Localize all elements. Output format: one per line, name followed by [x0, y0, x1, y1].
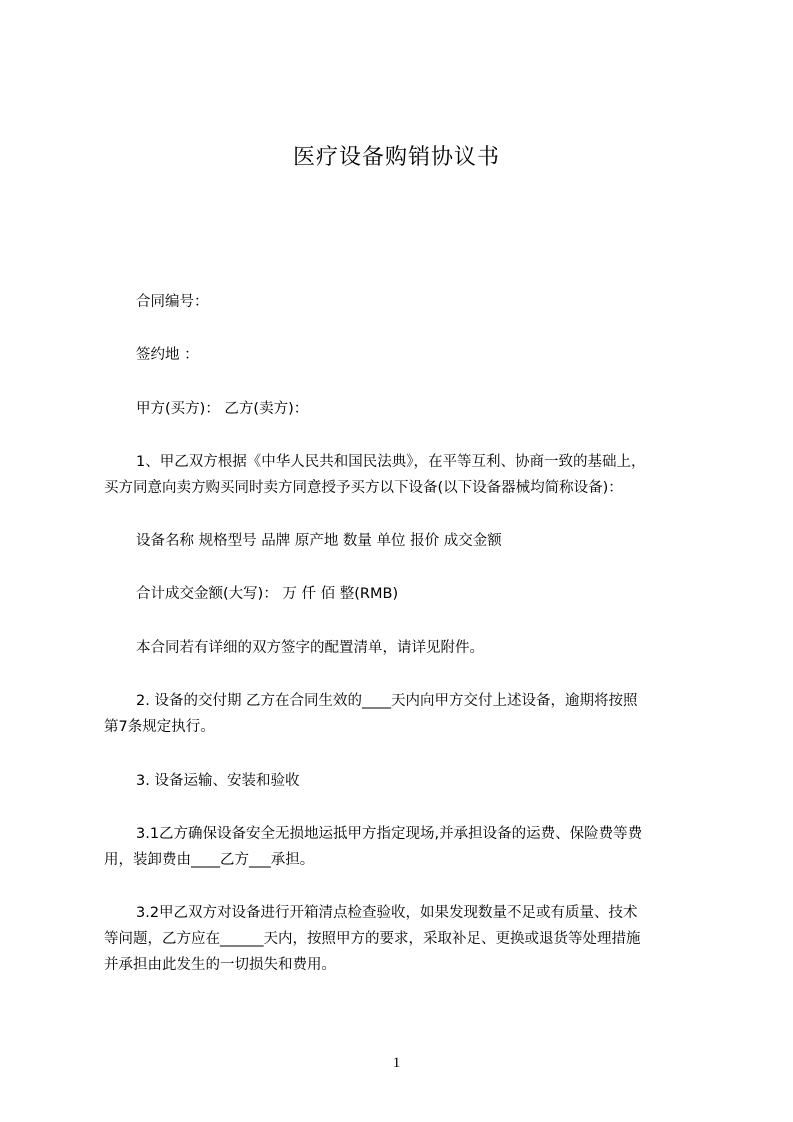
clause-3-1-line-2: 用，装卸费由____乙方___承担。 [104, 852, 315, 868]
clause-1-line-2: 买方同意向卖方购买同时卖方同意授予买方以下设备(以下设备器械均简称设备)： [104, 480, 623, 496]
clause-3-1-line-1: 3.1乙方确保设备安全无损地运抵甲方指定现场,并承担设备的运费、保险费等费 [136, 826, 643, 842]
page-number: 1 [392, 1055, 401, 1071]
clause-3-2-line-3: 并承担由此发生的一切损失和费用。 [104, 957, 336, 973]
equipment-table-header: 设备名称 规格型号 品牌 原产地 数量 单位 报价 成交金额 [136, 533, 502, 549]
contract-number-field: 合同编号： [136, 294, 209, 310]
document-title: 医疗设备购销协议书 [292, 145, 500, 170]
total-amount-line: 合计成交金额(大写)： 万 仟 佰 整(RMB) [136, 586, 399, 602]
attachment-note: 本合同若有详细的双方签字的配置清单，请详见附件。 [136, 640, 484, 656]
sign-place-field: 签约地 ： [136, 347, 199, 363]
parties-field: 甲方(买方)： 乙方(卖方)： [136, 401, 309, 417]
clause-1-line-1: 1、甲乙双方根据《中华人民共和国民法典》，在平等互利、协商一致的基础上， [136, 454, 646, 470]
clause-2-line-2: 第7条规定执行。 [104, 719, 215, 735]
clause-2-line-1: 2. 设备的交付期 乙方在合同生效的____天内向甲方交付上述设备，逾期将按照 [136, 693, 638, 709]
clause-3-heading: 3. 设备运输、安装和验收 [136, 773, 300, 789]
clause-3-2-line-2: 等问题，乙方应在______天内，按照甲方的要求，采取补足、更换或退货等处理措施 [104, 931, 641, 947]
clause-3-2-line-1: 3.2甲乙双方对设备进行开箱清点检查验收，如果发现数量不足或有质量、技术 [136, 905, 638, 921]
